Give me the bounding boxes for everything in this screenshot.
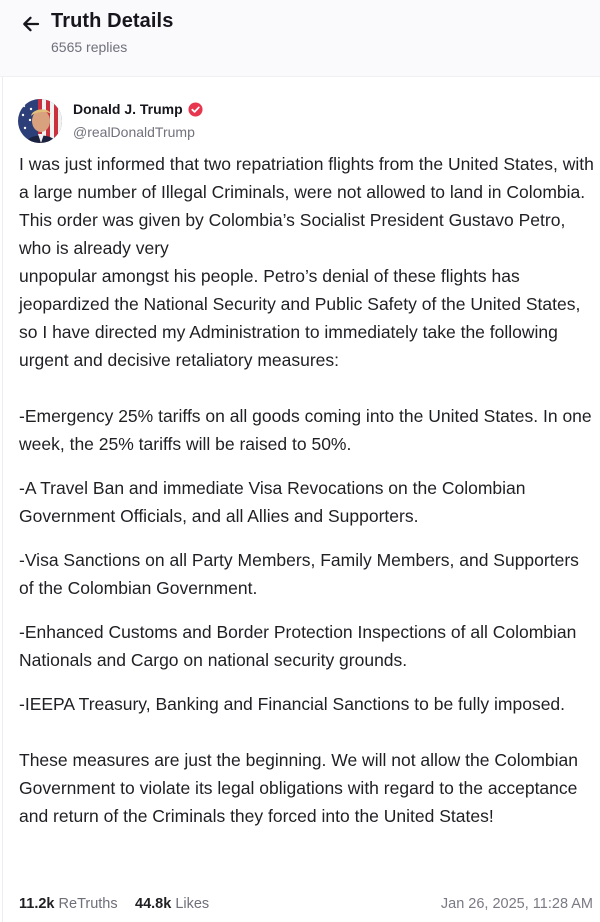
likes-stat[interactable] <box>135 896 209 912</box>
retruths-label: ReTruths <box>58 896 118 912</box>
retruths-stat[interactable] <box>19 896 118 912</box>
post-stats <box>19 896 595 916</box>
author-handle[interactable]: @realDonaldTrump <box>73 124 195 140</box>
post-timestamp[interactable]: Jan 26, 2025, 11:28 AM <box>440 896 593 912</box>
page-header <box>0 0 600 76</box>
replies-count[interactable]: 6565 replies <box>51 39 128 55</box>
retruths-count: 11.2k <box>19 896 55 912</box>
page-title: Truth Details <box>51 10 174 32</box>
arrow-left-icon <box>21 14 41 34</box>
author-row <box>73 101 203 117</box>
post-paragraph: -A Travel Ban and immediate Visa Revocations on the Colombian Government Officials, and all Allies and Supporters. <box>19 478 526 526</box>
post-paragraph: -Enhanced Customs and Border Protection Inspections of all Colombian Nationals and Cargo on national security grounds. <box>19 622 577 670</box>
post-paragraph: -IEEPA Treasury, Banking and Financial Sanctions to be fully imposed. <box>19 694 566 714</box>
likes-count: 44.8k <box>135 896 172 912</box>
author-name[interactable]: Donald J. Trump <box>73 101 183 117</box>
left-border <box>2 0 3 922</box>
post-paragraph: -Visa Sanctions on all Party Members, Family Members, and Supporters of the Colombian Government. <box>19 550 579 598</box>
back-button[interactable] <box>18 11 44 37</box>
post-body <box>19 150 597 830</box>
header-divider <box>0 76 600 77</box>
avatar[interactable] <box>18 99 62 143</box>
verified-badge-icon <box>188 102 203 117</box>
post-paragraph: -Emergency 25% tariffs on all goods coming into the United States. In one week, the 25% tariffs will be raised to 50%. <box>19 406 592 454</box>
likes-label: Likes <box>175 896 210 912</box>
avatar-image <box>18 99 62 143</box>
post-paragraph: These measures are just the beginning. We will not allow the Colombian Government to violate its legal obligations with regard to the acceptance and return of the Criminals they forced into the United States! <box>19 750 579 826</box>
post-paragraph: I was just informed that two repatriation flights from the United States, with a large number of Illegal Criminals, were not allowed to land in Colombia. This order was given by Colombia’s Socialist President Gustavo Petro, who is already very unpopular amongst his people. Petro’s denial of these flights has jeopardized the National Security and Public Safety of the United States, so I have directed my Administration to immediately take the following urgent and decisive retaliatory measures: <box>19 154 594 370</box>
